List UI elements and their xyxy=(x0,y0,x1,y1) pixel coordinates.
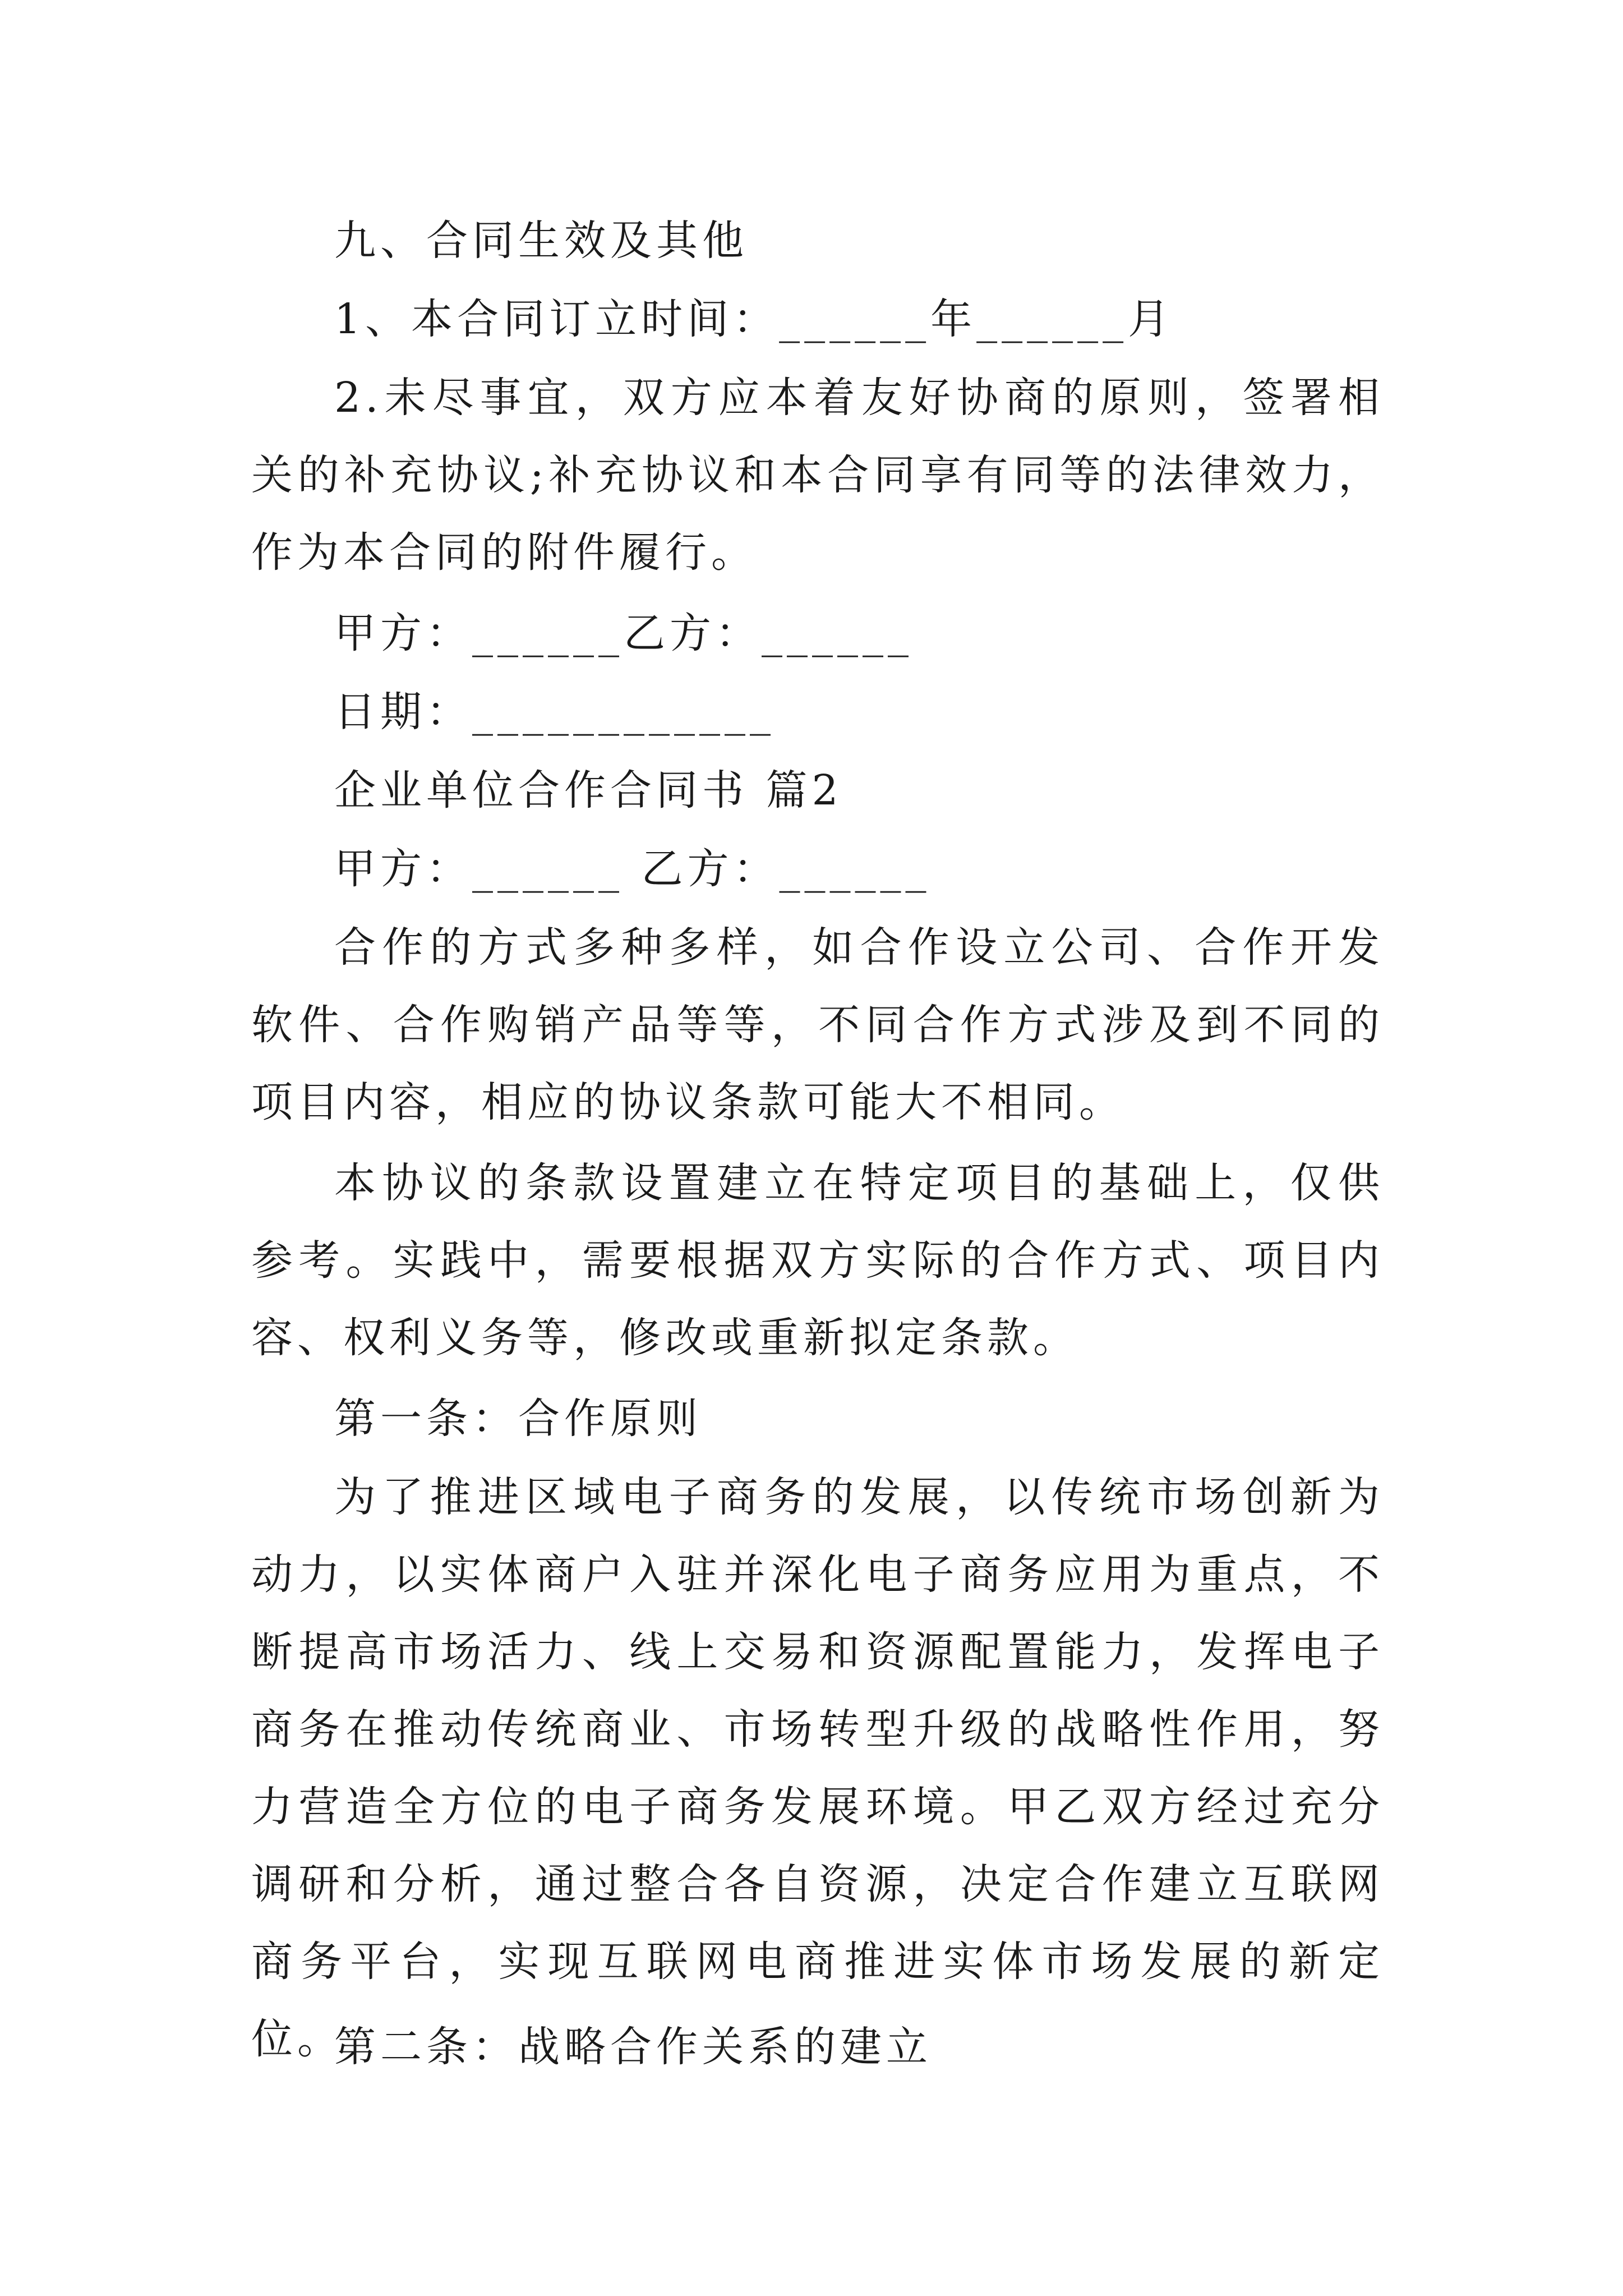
article-2-heading: 第二条：战略合作关系的建立 xyxy=(334,2023,932,2071)
article-1-heading: 第一条：合作原则 xyxy=(334,1395,702,1443)
article-1-body: 为了推进区域电子商务的发展，以传统市场创新为动力，以实体商户入驻并深化电子商务应用为重点，不断提高市场活力、线上交易和资源配置能力，发挥电子商务在推动传统商业、市场转型升级的战略性作用，努力营造全方位的电子商务发展环境。甲乙双方经过充分调研和分析，通过整合各自资源，决定合作建立互联网商务平台，实现互联网电商推进实体市场发展的新定位。 xyxy=(251,1473,1384,2063)
intro-paragraph-2: 本协议的条款设置建立在特定项目的基础上，仅供参考。实践中，需要根据双方实际的合作方式、项目内容、权利义务等，修改或重新拟定条款。 xyxy=(251,1159,1384,1362)
supplement-clause: 2.未尽事宜，双方应本着友好协商的原则，签署相关的补充协议;补充协议和本合同享有同等的法律效力，作为本合同的附件履行。 xyxy=(251,374,1384,577)
document-title: 企业单位合作合同书 篇2 xyxy=(334,766,843,815)
signature-date-line: 日期：____________ xyxy=(334,688,775,736)
parties-line: 甲方：______ 乙方：______ xyxy=(334,845,931,893)
signature-parties-line: 甲方：______乙方：______ xyxy=(334,609,913,657)
section-heading: 九、合同生效及其他 xyxy=(334,217,748,265)
intro-paragraph-1: 合作的方式多种多样，如合作设立公司、合作开发软件、合作购销产品等等，不同合作方式涉及到不同的项目内容，相应的协议条款可能大不相同。 xyxy=(251,923,1384,1126)
contract-date-line: 1、本合同订立时间：______年______月 xyxy=(334,295,1174,343)
